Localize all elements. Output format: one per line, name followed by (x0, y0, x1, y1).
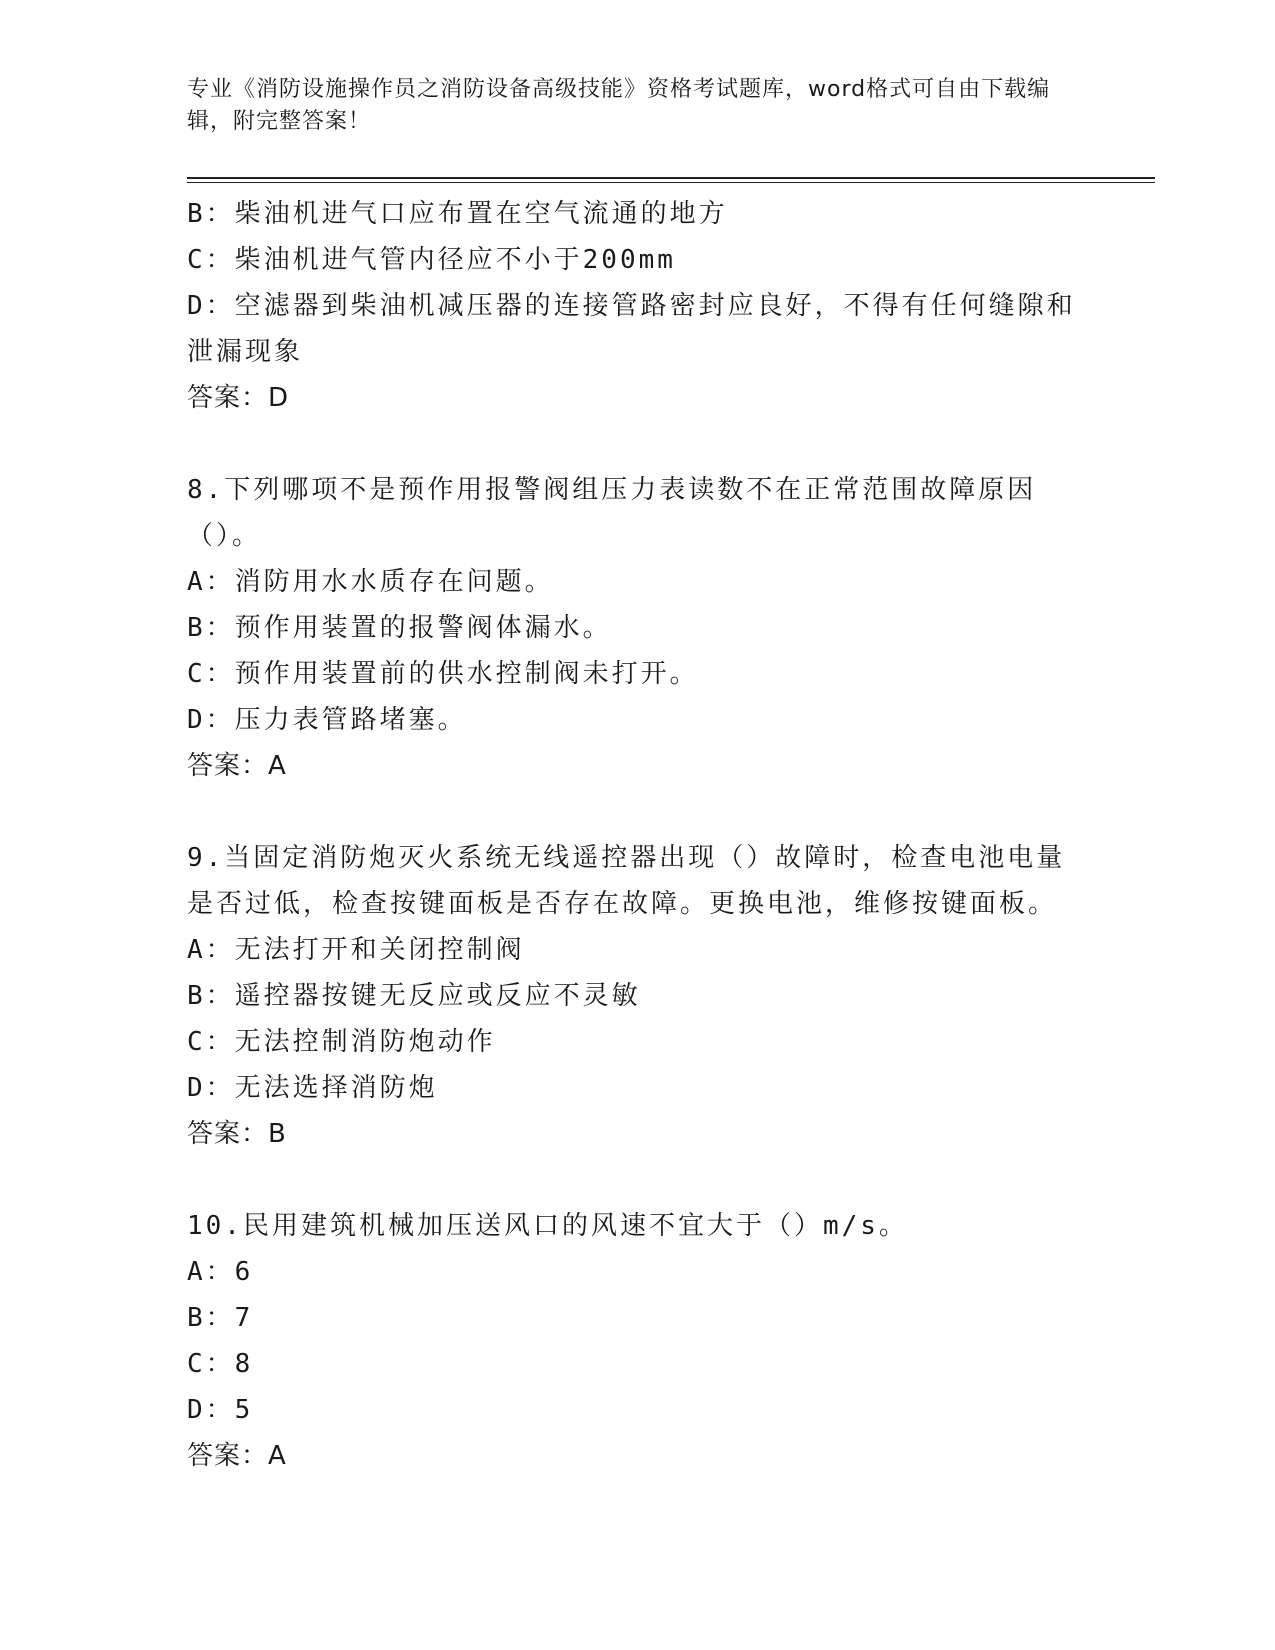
option-b: B：柴油机进气口应布置在空气流通的地方 (187, 199, 728, 229)
answer-label: 答案：A (187, 1441, 287, 1471)
option-d: D：5 (187, 1395, 254, 1425)
question-10 (187, 1203, 1087, 1479)
option-a: A：消防用水水质存在问题。 (187, 567, 554, 597)
option-c: C：柴油机进气管内径应不小于200mm (187, 245, 676, 275)
question-stem: 9.当固定消防炮灭火系统无线遥控器出现（）故障时，检查电池电量是否过低，检查按键面板是否存在故障。更换电池，维修按键面板。 (187, 843, 1066, 919)
option-c: C：预作用装置前的供水控制阀未打开。 (187, 659, 699, 689)
document-header: 专业《消防设施操作员之消防设备高级技能》资格考试题库，word格式可自由下载编辑，附完整答案！ (187, 77, 1051, 134)
option-b: B：预作用装置的报警阀体漏水。 (187, 613, 612, 643)
question-9 (187, 835, 1087, 1157)
option-b: B：遥控器按键无反应或反应不灵敏 (187, 981, 641, 1011)
answer-label: 答案：A (187, 751, 287, 781)
answer-label: 答案：B (187, 1119, 287, 1149)
option-d: D：压力表管路堵塞。 (187, 705, 467, 735)
question-stem: 10.民用建筑机械加压送风口的风速不宜大于（）m/s。 (187, 1211, 908, 1241)
option-d: D：无法选择消防炮 (187, 1073, 438, 1103)
option-a: A：6 (187, 1257, 254, 1287)
option-c: C：8 (187, 1349, 254, 1379)
answer-label: 答案：D (187, 383, 290, 413)
header-rule-thin (187, 182, 1155, 183)
option-c: C：无法控制消防炮动作 (187, 1027, 496, 1057)
question-8 (187, 467, 1087, 789)
question-list (187, 191, 1087, 1479)
question-stem: 8.下列哪项不是预作用报警阀组压力表读数不在正常范围故障原因（）。 (187, 475, 1037, 551)
question-7-partial (187, 191, 1087, 421)
option-b: B：7 (187, 1303, 254, 1333)
option-a: A：无法打开和关闭控制阀 (187, 935, 525, 965)
option-d: D：空滤器到柴油机减压器的连接管路密封应良好，不得有任何缝隙和泄漏现象 (187, 291, 1076, 367)
header-rule-thick (187, 177, 1155, 179)
